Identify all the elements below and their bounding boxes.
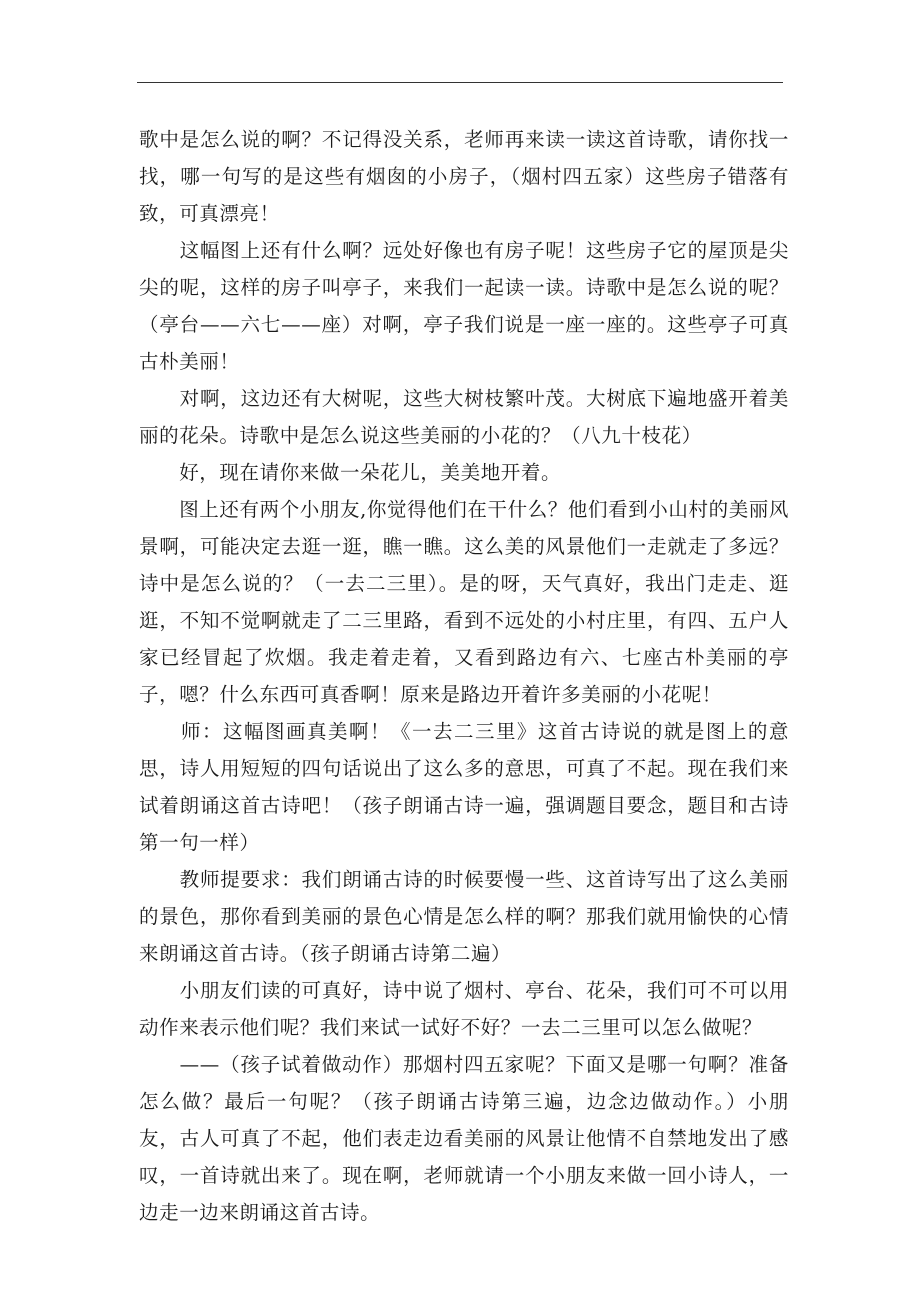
header-rule [137, 82, 783, 83]
document-body [139, 121, 789, 1231]
paragraph-2: 这幅图上还有什么啊？远处好像也有房子呢！这些房子它的屋顶是尖尖的呢，这样的房子叫亭子，来我们一起读一读。诗歌中是怎么说的呢？（亭台——六七——座）对啊，亭子我们说是一座一座的。这些亭子可真古朴美丽！ [139, 239, 789, 373]
paragraph-6: 师：这幅图画真美啊！《一去二三里》这首古诗说的就是图上的意思，诗人用短短的四句话说出了这么多的意思，可真了不起。现在我们来试着朗诵这首古诗吧！（孩子朗诵古诗一遍，强调题目要念，题目和古诗第一句一样） [139, 720, 789, 854]
paragraph-8: 小朋友们读的可真好，诗中说了烟村、亭台、花朵，我们可不可以用动作来表示他们呢？我们来试一试好不好？一去二三里可以怎么做呢？ [139, 979, 789, 1039]
paragraph-4: 好，现在请你来做一朵花儿，美美地开着。 [139, 461, 562, 484]
paragraph-7: 教师提要求：我们朗诵古诗的时候要慢一些、这首诗写出了这么美丽的景色，那你看到美丽的景色心情是怎么样的啊？那我们就用愉快的心情来朗诵这首古诗。（孩子朗诵古诗第二遍） [139, 868, 789, 965]
paragraph-5: 图上还有两个小朋友,你觉得他们在干什么？他们看到小山村的美丽风景啊，可能决定去逛一逛，瞧一瞧。这么美的风景他们一走就走了多远？诗中是怎么说的？（一去二三里）。是的呀，天气真好，我出门走走、逛逛，不知不觉啊就走了二三里路，看到不远处的小村庄里，有四、五户人家已经冒起了炊烟。我走着走着，又看到路边有六、七座古朴美丽的亭子，嗯？什么东西可真香啊！原来是路边开着许多美丽的小花呢！ [139, 498, 789, 706]
paragraph-1: 歌中是怎么说的啊？不记得没关系，老师再来读一读这首诗歌，请你找一找，哪一句写的是这些有烟囱的小房子，（烟村四五家）这些房子错落有致，可真漂亮！ [139, 128, 789, 225]
paragraph-9: ——（孩子试着做动作）那烟村四五家呢？下面又是哪一句啊？准备怎么做？最后一句呢？（孩子朗诵古诗第三遍，边念边做动作。）小朋友，古人可真了不起，他们表走边看美丽的风景让他情不自禁地发出了感叹，一首诗就出来了。现在啊，老师就请一个小朋友来做一回小诗人，一边走一边来朗诵这首古诗。 [139, 1053, 789, 1224]
paragraph-3: 对啊，这边还有大树呢，这些大树枝繁叶茂。大树底下遍地盛开着美丽的花朵。诗歌中是怎么说这些美丽的小花的？（八九十枝花） [139, 387, 789, 447]
